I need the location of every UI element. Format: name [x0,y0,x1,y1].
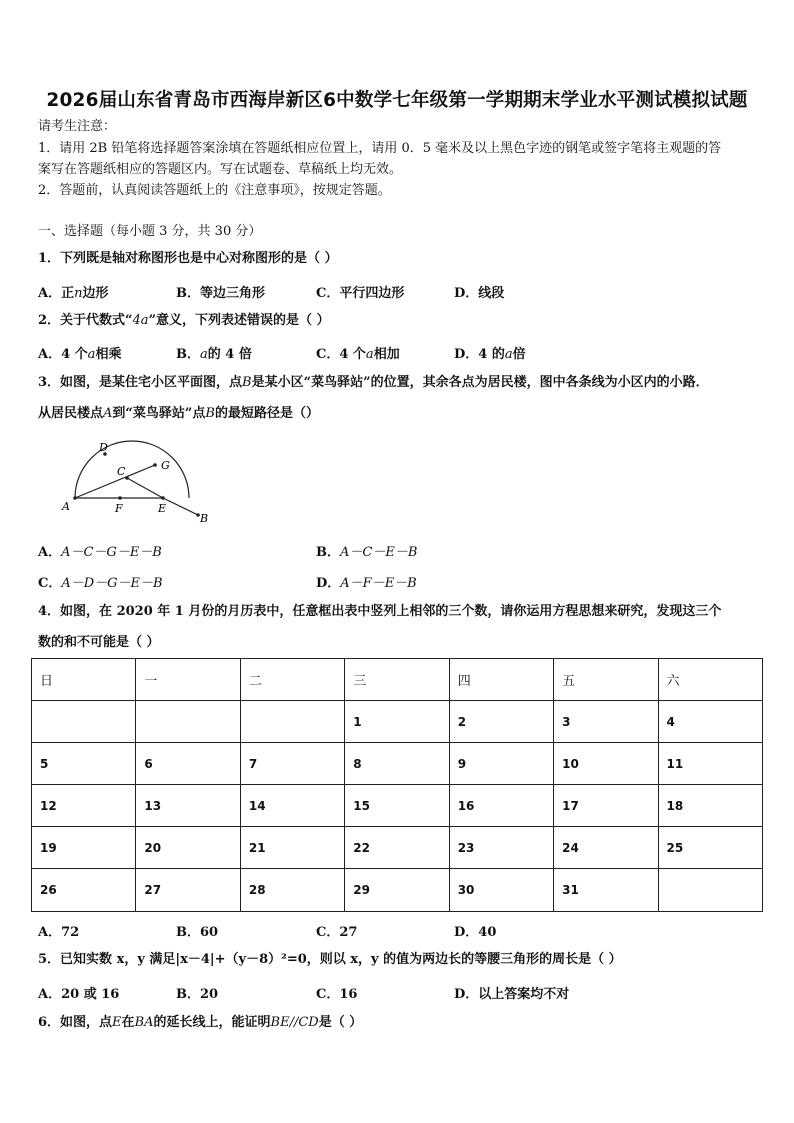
calendar-cell: 15 [345,785,449,827]
q1-option-d: D．线段 [454,286,505,301]
calendar-cell: 2 [449,701,553,743]
q3-label-d: D [99,441,108,454]
calendar-cell: 28 [240,869,344,912]
q1-option-c: C．平行四边形 [316,286,405,301]
q3-label-c: C [117,465,126,478]
calendar-cell: 5 [32,743,136,785]
calendar-cell: 26 [32,869,136,912]
notice-1a: 1．请用 2B 铅笔将选择题答案涂填在答题纸相应位置上，请用 0．5 毫米及以上黑色字迹的钢笔或签字笔将主观题的答 [38,141,722,156]
calendar-cell: 11 [658,743,762,785]
calendar-cell: 3 [554,701,658,743]
calendar-cell: 24 [554,827,658,869]
calendar-cell: 30 [449,869,553,912]
calendar-cell: 6 [136,743,240,785]
calendar-cell [32,701,136,743]
q3-diagram [55,438,220,528]
q2-option-a: A．4 个a相乘 [38,347,122,362]
q5-option-b: B．20 [176,987,219,1002]
q2-option-d: D．4 的a倍 [454,347,526,362]
q3-option-c: C．A－D－G－E－B [38,576,163,591]
calendar-table [31,658,763,912]
notice-header: 请考生注意： [38,119,117,134]
calendar-row [32,743,763,785]
q3-stem-line1: 3．如图，是某住宅小区平面图，点B是某小区“菜鸟驿站”的位置，其余各点为居民楼，图中各条线为小区内的小路． [38,375,709,390]
q4-option-c: C．27 [316,925,358,940]
section-1-heading: 一、选择题（每小题 3 分，共 30 分） [38,224,262,239]
q3-option-d: D．A－F－E－B [316,576,417,591]
page-title: 2026届山东省青岛市西海岸新区6中数学七年级第一学期期末学业水平测试模拟试题 [46,90,748,111]
calendar-cell: 19 [32,827,136,869]
q4-option-d: D．40 [454,925,497,940]
calendar-cell: 16 [449,785,553,827]
calendar-header-cell: 三 [345,659,449,701]
q3-option-b: B．A－C－E－B [316,545,418,560]
q2-option-c: C．4 个a相加 [316,347,400,362]
q4-stem-line2: 数的和不可能是（ ） [38,635,160,650]
q3-label-a: A [62,500,70,513]
q3-point-f [118,496,122,500]
calendar-cell: 12 [32,785,136,827]
q1-option-a: A．正n边形 [38,286,109,301]
calendar-cell: 20 [136,827,240,869]
q1-option-b: B．等边三角形 [176,286,265,301]
q3-segment-ag [75,465,155,498]
calendar-cell: 7 [240,743,344,785]
q5-option-a: A．20 或 16 [38,987,120,1002]
q5-option-d: D．以上答案均不对 [454,987,570,1002]
q4-option-b: B．60 [176,925,219,940]
notice-1b: 案写在答题纸相应的答题区内。写在试题卷、草稿纸上均无效。 [38,162,403,177]
q4-stem-line1: 4．如图，在 2020 年 1 月份的月历表中，任意框出表中竖列上相邻的三个数，请你运用方程思想来研究，发现这三个 [38,604,722,619]
q3-segment-eb [163,498,198,515]
calendar-row [32,701,763,743]
calendar-header-cell: 五 [554,659,658,701]
calendar-cell: 22 [345,827,449,869]
calendar-header-row [32,659,763,701]
calendar-cell: 21 [240,827,344,869]
calendar-cell: 4 [658,701,762,743]
notice-2: 2．答题前，认真阅读答题纸上的《注意事项》，按规定答题。 [38,183,391,198]
q3-point-c [125,476,129,480]
calendar-cell: 17 [554,785,658,827]
q3-point-g [153,463,157,467]
q3-label-f: F [115,502,123,515]
calendar-cell: 8 [345,743,449,785]
calendar-cell: 27 [136,869,240,912]
q5-stem: 5．已知实数 x，y 满足|x－4|+（y－8）²=0，则以 x，y 的值为两边长的等腰三角形的周长是（ ） [38,952,622,967]
calendar-cell [240,701,344,743]
calendar-cell: 14 [240,785,344,827]
q3-label-g: G [161,459,170,472]
calendar-cell: 23 [449,827,553,869]
q2-stem: 2．关于代数式“4a”意义，下列表述错误的是（ ） [38,313,330,328]
calendar-header-cell: 四 [449,659,553,701]
q3-point-e [161,496,165,500]
calendar-row [32,827,763,869]
calendar-cell [658,869,762,912]
q1-stem: 1．下列既是轴对称图形也是中心对称图形的是（ ） [38,251,338,266]
q3-label-b: B [200,512,209,525]
calendar-header-cell: 六 [658,659,762,701]
q3-label-e: E [158,502,167,515]
calendar-cell: 9 [449,743,553,785]
q2-option-b: B．a的 4 倍 [176,347,252,362]
calendar-cell: 10 [554,743,658,785]
q4-option-a: A．72 [38,925,80,940]
q6-stem: 6．如图，点E在BA的延长线上，能证明BE//CD是（ ） [38,1015,363,1030]
q3-option-a: A．A－C－G－E－B [38,545,162,560]
q3-segment-ce [127,478,163,498]
calendar-row [32,869,763,912]
calendar-cell: 25 [658,827,762,869]
calendar-header-cell: 二 [240,659,344,701]
calendar-header-cell: 一 [136,659,240,701]
calendar-cell: 31 [554,869,658,912]
q5-option-c: C．16 [316,987,358,1002]
q3-arc [75,441,189,498]
calendar-cell: 18 [658,785,762,827]
calendar-cell [136,701,240,743]
q3-point-a [73,496,77,500]
calendar-cell: 29 [345,869,449,912]
calendar-cell: 13 [136,785,240,827]
calendar-row [32,785,763,827]
calendar-header-cell: 日 [32,659,136,701]
q3-stem-line2: 从居民楼点A到“菜鸟驿站”点B的最短路径是（） [38,406,319,421]
calendar-cell: 1 [345,701,449,743]
